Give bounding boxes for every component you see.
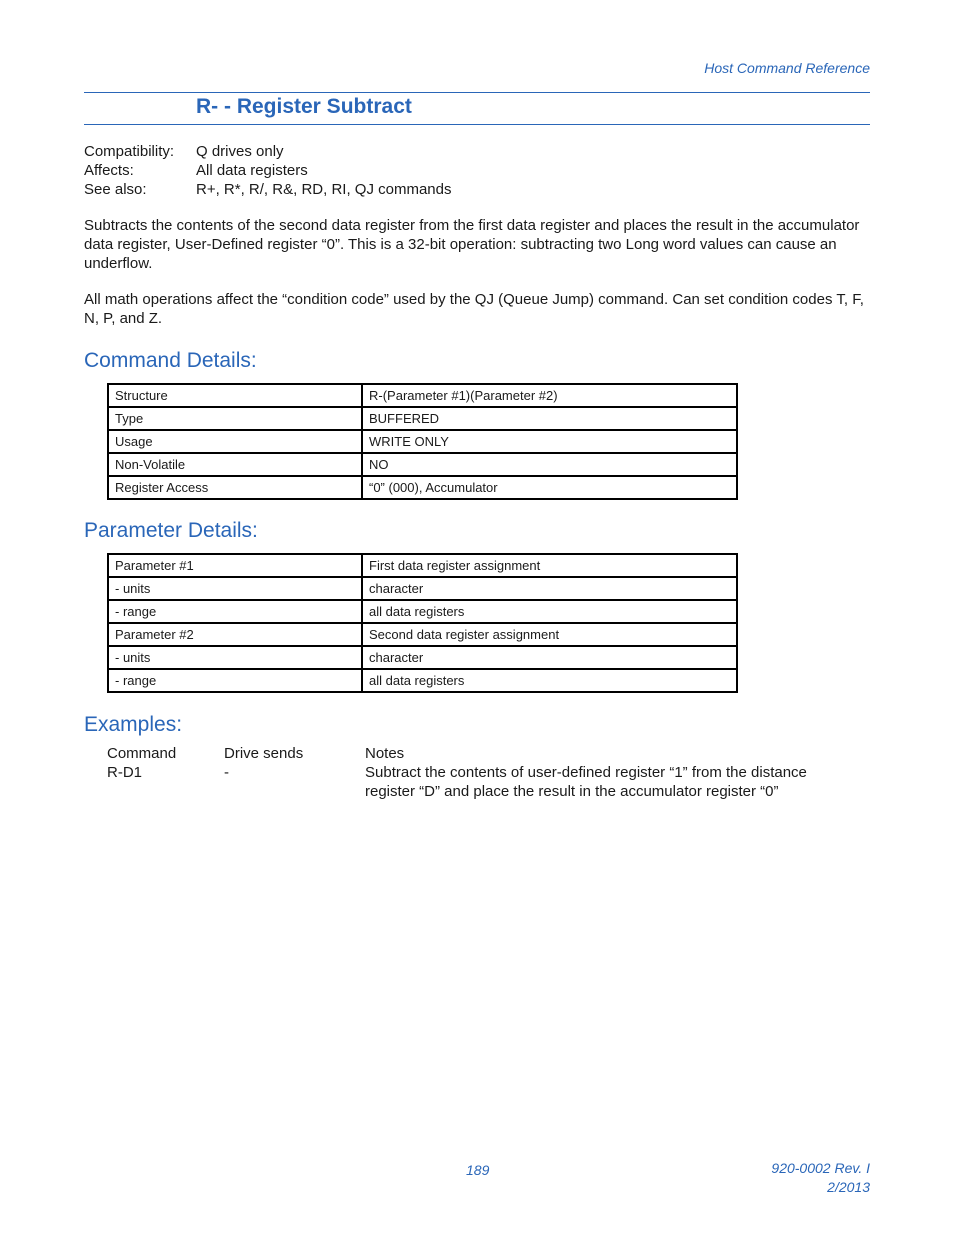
meta-row-compatibility: [84, 142, 451, 161]
table-cell: Register Access: [108, 476, 362, 499]
meta-row-see-also: [84, 180, 451, 199]
example-drive-sends: -: [224, 764, 229, 781]
table-cell: all data registers: [362, 600, 737, 623]
table-cell: Type: [108, 407, 362, 430]
examples-header-row: [107, 744, 835, 763]
meta-key: Compatibility:: [84, 143, 175, 160]
title-rule-bottom: [84, 124, 870, 125]
description-paragraph-2: All math operations affect the “condition code” used by the QJ (Queue Jump) command. Can set condition codes T, F, N, P, and Z.: [84, 291, 864, 327]
table-row: [108, 646, 737, 669]
document-revision: [771, 1159, 870, 1197]
table-cell: - units: [108, 646, 362, 669]
examples-heading: Examples:: [84, 713, 183, 736]
page-number: 189: [466, 1162, 490, 1178]
table-cell: WRITE ONLY: [362, 430, 737, 453]
table-row: [108, 600, 737, 623]
table-row: [108, 476, 737, 499]
parameter-details-heading: Parameter Details:: [84, 519, 258, 542]
meta-row-affects: [84, 161, 451, 180]
table-cell: all data registers: [362, 669, 737, 692]
table-row: [108, 430, 737, 453]
meta-key: See also:: [84, 181, 147, 198]
table-row: [108, 384, 737, 407]
examples-column-header: Drive sends: [224, 745, 304, 762]
table-cell: - units: [108, 577, 362, 600]
table-cell: BUFFERED: [362, 407, 737, 430]
table-cell: First data register assignment: [362, 554, 737, 577]
running-head: Host Command Reference: [704, 60, 870, 76]
table-cell: Parameter #1: [108, 554, 362, 577]
table-cell: NO: [362, 453, 737, 476]
table-cell: Structure: [108, 384, 362, 407]
table-cell: Parameter #2: [108, 623, 362, 646]
table-row: [108, 577, 737, 600]
examples-column-header: Notes: [365, 745, 405, 762]
command-meta: [84, 142, 451, 199]
meta-value: All data registers: [196, 162, 308, 179]
table-cell: - range: [108, 600, 362, 623]
table-cell: R-(Parameter #1)(Parameter #2): [362, 384, 737, 407]
table-row: [108, 554, 737, 577]
page-title: R- - Register Subtract: [196, 95, 412, 118]
description-paragraph-1: Subtracts the contents of the second data register from the first data register and places the result in the accumulator data register, User-Defined register “0”. This is a 32-bit operation: subtracting two Long word values can cause an underflow.: [84, 217, 860, 272]
command-details-heading: Command Details:: [84, 349, 257, 372]
table-cell: “0” (000), Accumulator: [362, 476, 737, 499]
example-notes: Subtract the contents of user-defined register “1” from the distance register “D” and place the result in the accumulator register “0”: [365, 764, 807, 800]
meta-value: R+, R*, R/, R&, RD, RI, QJ commands: [196, 181, 452, 198]
table-cell: character: [362, 646, 737, 669]
command-details-table: [107, 383, 738, 500]
meta-value: Q drives only: [196, 143, 284, 160]
examples-column-header: Command: [107, 745, 177, 762]
table-cell: Non-Volatile: [108, 453, 362, 476]
table-cell: Usage: [108, 430, 362, 453]
table-row: [108, 453, 737, 476]
parameter-details-table: [107, 553, 738, 693]
table-row: [108, 623, 737, 646]
example-command: R-D1: [107, 764, 143, 781]
table-cell: Second data register assignment: [362, 623, 737, 646]
doc-date: 2/2013: [827, 1179, 870, 1195]
examples-table: [107, 744, 835, 801]
table-cell: character: [362, 577, 737, 600]
meta-key: Affects:: [84, 162, 134, 179]
doc-rev: 920-0002 Rev. I: [771, 1160, 870, 1176]
table-row: [108, 407, 737, 430]
title-rule-top: [84, 92, 870, 93]
table-cell: - range: [108, 669, 362, 692]
table-row: [108, 669, 737, 692]
examples-row: [107, 763, 835, 801]
